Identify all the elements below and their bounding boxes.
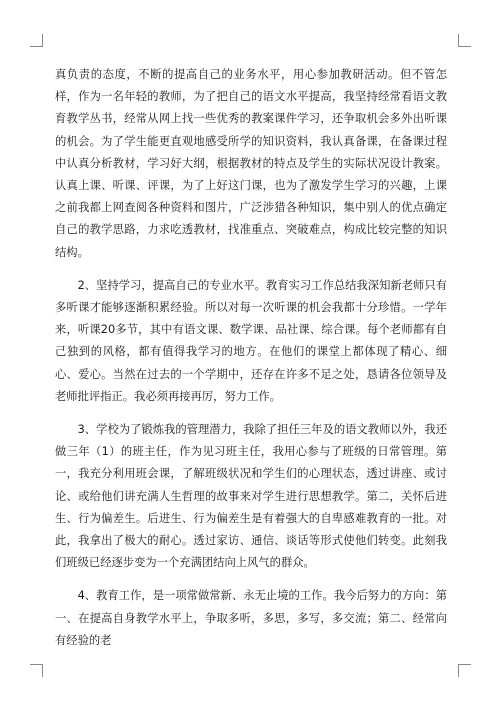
paragraph-4: 4、教育工作，是一项常做常新、永无止境的工作。我今后努力的方向：第一、在提高自身教学水平上，争取多听，多思，多写，多交流；第二、经常向有经验的老 xyxy=(55,589,447,647)
paragraph-2: 2、坚持学习，提高自己的专业水平。教育实习工作总结我深知新老师只有多听课才能够逐渐积累经验。所以对每一次听课的机会我都十分珍惜。一学年来，听课20多节，其中有语文课、数学课、品社课、综合课。每个老师都有自己独到的风格，都有值得我学习的地方。在他们的课堂上都体现了精心、细心、爱心。当然在过去的一个学期中，还存在许多不足之处，恳请各位领导及老师批评指正。我必须再接再厉，努力工作。 xyxy=(55,278,447,403)
paragraph-continued: 真负责的态度，不断的提高自己的业务水平，用心参加教研活动。但不管怎样，作为一名年轻的教师，为了把自己的语文水平提高，我坚持经常看语文教育教学丛书，经常从网上找一些优秀的教案课件学习，还争取机会多外出听课的机会。为了学生能更直观地感受所学的知识资料，我认真备课，在备课过程中认真分析教材，学习好大纲，根据教材的特点及学生的实际状况设计教案。认真上课、听课、评课，为了上好这门课，也为了激发学生学习的兴趣，上课之前我都上网查阅各种资料和图片，广泛涉猎各种知识，集中别人的优点确定自己的教学思路，力求吃透教材，找准重点、突破难点，构成比较完整的知识结构。 xyxy=(55,68,447,259)
crop-mark-bottom-right xyxy=(458,664,471,677)
crop-mark-top-left xyxy=(30,34,43,47)
crop-mark-top-right xyxy=(458,34,471,47)
document-body xyxy=(55,64,447,663)
paragraph-3: 3、学校为了锻炼我的管理潜力，我除了担任三年及的语文教师以外，我还做三年（1）的班主任，作为见习班主任，我用心参与了班级的日常管理。第一，我充分利用班会课，了解班级状况和学生们的心理状态，透过讲座、或讨论、或给他们讲充满人生哲理的故事来对学生进行思想教学。第二，关怀后进生、行为偏差生。后进生、行为偏差生是有着强大的自卑感难教育的一批。对此，我拿出了极大的耐心。透过家访、通信、谈话等形式使他们转变。此刻我们班级已经逐步变为一个充满团结向上风气的群众。 xyxy=(55,423,447,570)
crop-mark-bottom-left xyxy=(30,664,43,677)
